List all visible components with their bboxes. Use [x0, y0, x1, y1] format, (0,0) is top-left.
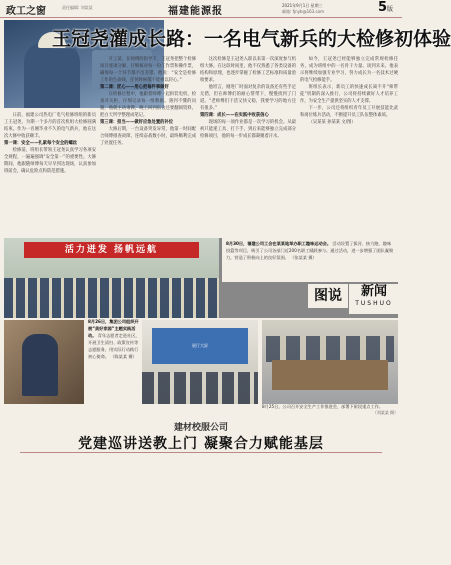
page-number-value: 5	[378, 0, 388, 15]
photo-band-caption	[222, 238, 398, 282]
caption-body: 青年志愿者走进社区，开展卫生清扫、政策宣传等志愿服务，用实际行动践行初心使命。 （陈某某 摄）	[88, 333, 140, 359]
masthead	[0, 0, 402, 18]
event-banner	[24, 242, 199, 258]
section2-title: 建材校服公司	[173, 423, 228, 433]
news-cn: 新闻	[360, 284, 387, 299]
tushuo-en: TUSHUO	[355, 300, 393, 307]
volunteer-caption	[88, 318, 140, 406]
meeting-caption	[262, 404, 398, 415]
section-divider	[20, 452, 382, 453]
paragraph: 这次检修是王冠尧入职以来第一次深度参与机组大修。在这段时间里，他不仅熟悉了各类设备的结构和原理，也逐步掌握了检修工艺标准和质量验收要求。	[200, 57, 296, 83]
paragraph: 在检修过程中，他跟着师傅一起拆装电机、检查开关柜，仔细记录每一组数据。遇到不懂的问题，他就主动请教，晚上回到宿舍还要翻阅资料，把白天所学整理成笔记。	[100, 92, 196, 118]
news-badge	[349, 284, 399, 314]
photo-credit: （刘某某 摄）	[372, 410, 398, 415]
paragraph: 开工前，在师傅的指导下，王冠尧把整个检修项目逐项分解，仔细核对每一份工作票和操作票，确保每一个环节都不出差错。他说：“安全是检修工作的生命线，任何时候都不能掉以轻心。”	[100, 57, 196, 83]
contact-email: 邮箱: fjnyb@163.com	[282, 9, 325, 14]
article-column-1	[4, 112, 96, 234]
caption-lead: 8月30日，福建公司工会在某某地举办职工趣味运动会。	[226, 241, 332, 246]
visitor-figures	[142, 372, 258, 404]
meeting-table	[272, 360, 388, 390]
volunteer-photo	[4, 320, 84, 404]
caption-body: 活动设置了拔河、接力跑、趣味投篮等项目，吸引了公司各部门近200名职工踊跃参与。通过活动，进一步增强了团队凝聚力，营造了积极向上的良好氛围。 （张某某 摄）	[226, 241, 394, 260]
hero-worker	[24, 42, 80, 108]
banner-text: 活力迸发 扬帆远航	[64, 245, 159, 255]
tushuo-cn: 图说	[314, 288, 342, 304]
meeting-photo	[262, 320, 398, 404]
paragraph: 如今，王冠尧已经能够独立完成常规检修任务，成为班组中的一名骨干力量。谈到未来，他表示将继续加强专业学习，努力成长为一名技术过硬的电气检修能手。	[300, 57, 398, 83]
volunteer-figure	[22, 334, 58, 396]
paragraph: 日前，福建公司热电厂电气检修班组的新员工王冠尧，为期一个多月的首次机组大检修圆满结束。作为一名刚毕业不久的电气新兵，他在这次大修中收获颇丰。	[4, 113, 96, 139]
issue-date: 2021年9月1日 星期三	[282, 3, 323, 8]
caption-lead: 8月26日，集团公司组织开展“美好家园”主题实践活动。	[88, 319, 139, 338]
paper-name: 福建能源报	[168, 6, 223, 17]
paragraph: 大修后期，一台设备突发异常，他第一时间配合师傅排查故障，连续奋战数小时，最终顺利完成了处置任务。	[100, 127, 196, 146]
sports-photo	[4, 238, 219, 318]
section2-headline: 党建巡讲送教上门 凝聚合力赋能基层	[78, 436, 324, 452]
subheading: 第四课：成长——在实践中收获信心	[200, 113, 269, 118]
photo-band	[4, 238, 398, 318]
editor-credit: 责任编辑: 刘某某	[62, 5, 93, 10]
paragraph: 现场的每一项作业都是一次学习的机会。从最初只能递工具、打下手，到后来能够独立完成部分检修项目，他的每一步成长都凝聚着汗水。	[200, 120, 296, 139]
caption-body: 8月25日，公司召开安全生产工作推进会，部署下阶段重点工作。	[262, 404, 384, 409]
article-column-3	[200, 56, 296, 234]
crowd-figures	[4, 278, 219, 318]
paragraph: 检修前，班组长带领王冠尧认真学习各项安全规程，一遍遍强调“安全第一”的重要性。大修期间，他跟随师傅每天早早到达现场，认真参加班前会，确认危险点和防范措施。	[4, 148, 96, 174]
subheading: 第一课：安全——扎紧每个安全的螺丝	[4, 141, 78, 146]
byline: （吴某某 孙某某 文/图）	[308, 120, 356, 125]
exhibition-photo	[142, 320, 258, 404]
paragraph: 班组长表示，新员工的快速成长离不开“师带徒”机制的深入推行，公司将持续做好人才培养工作，为安全生产提供坚实的人才支撑。	[300, 85, 398, 104]
exhibition-screen	[152, 328, 248, 364]
section-title: 政工之窗	[6, 6, 46, 17]
paragraph: 下一步，公司还将组织青年员工开展技能比武和岗位练兵活动，不断提升员工队伍整体素质。	[300, 106, 398, 118]
tushuo-badge	[308, 284, 348, 308]
article-column-4	[300, 56, 398, 234]
meeting-figures	[266, 336, 394, 362]
page-suffix: 版	[387, 6, 394, 13]
subheading: 第三课：担当——做好应急处置的补位	[100, 120, 174, 125]
main-headline: 王冠尧灌成长路：一名电气新兵的大检修初体验	[52, 28, 451, 50]
screen-label: 展厅大屏	[192, 343, 208, 348]
page-number	[378, 0, 393, 15]
subheading: 第二课：匠心——用心把每件事做好	[100, 85, 169, 90]
article-column-2	[100, 56, 196, 234]
paragraph: 他坦言，刚进厂时面对复杂的设备还有些手足无措，但在师傅们的耐心帮带下，慢慢找到了门道。“老师傅们干活又快又稳，我要学习的地方还有很多。”	[200, 85, 296, 111]
